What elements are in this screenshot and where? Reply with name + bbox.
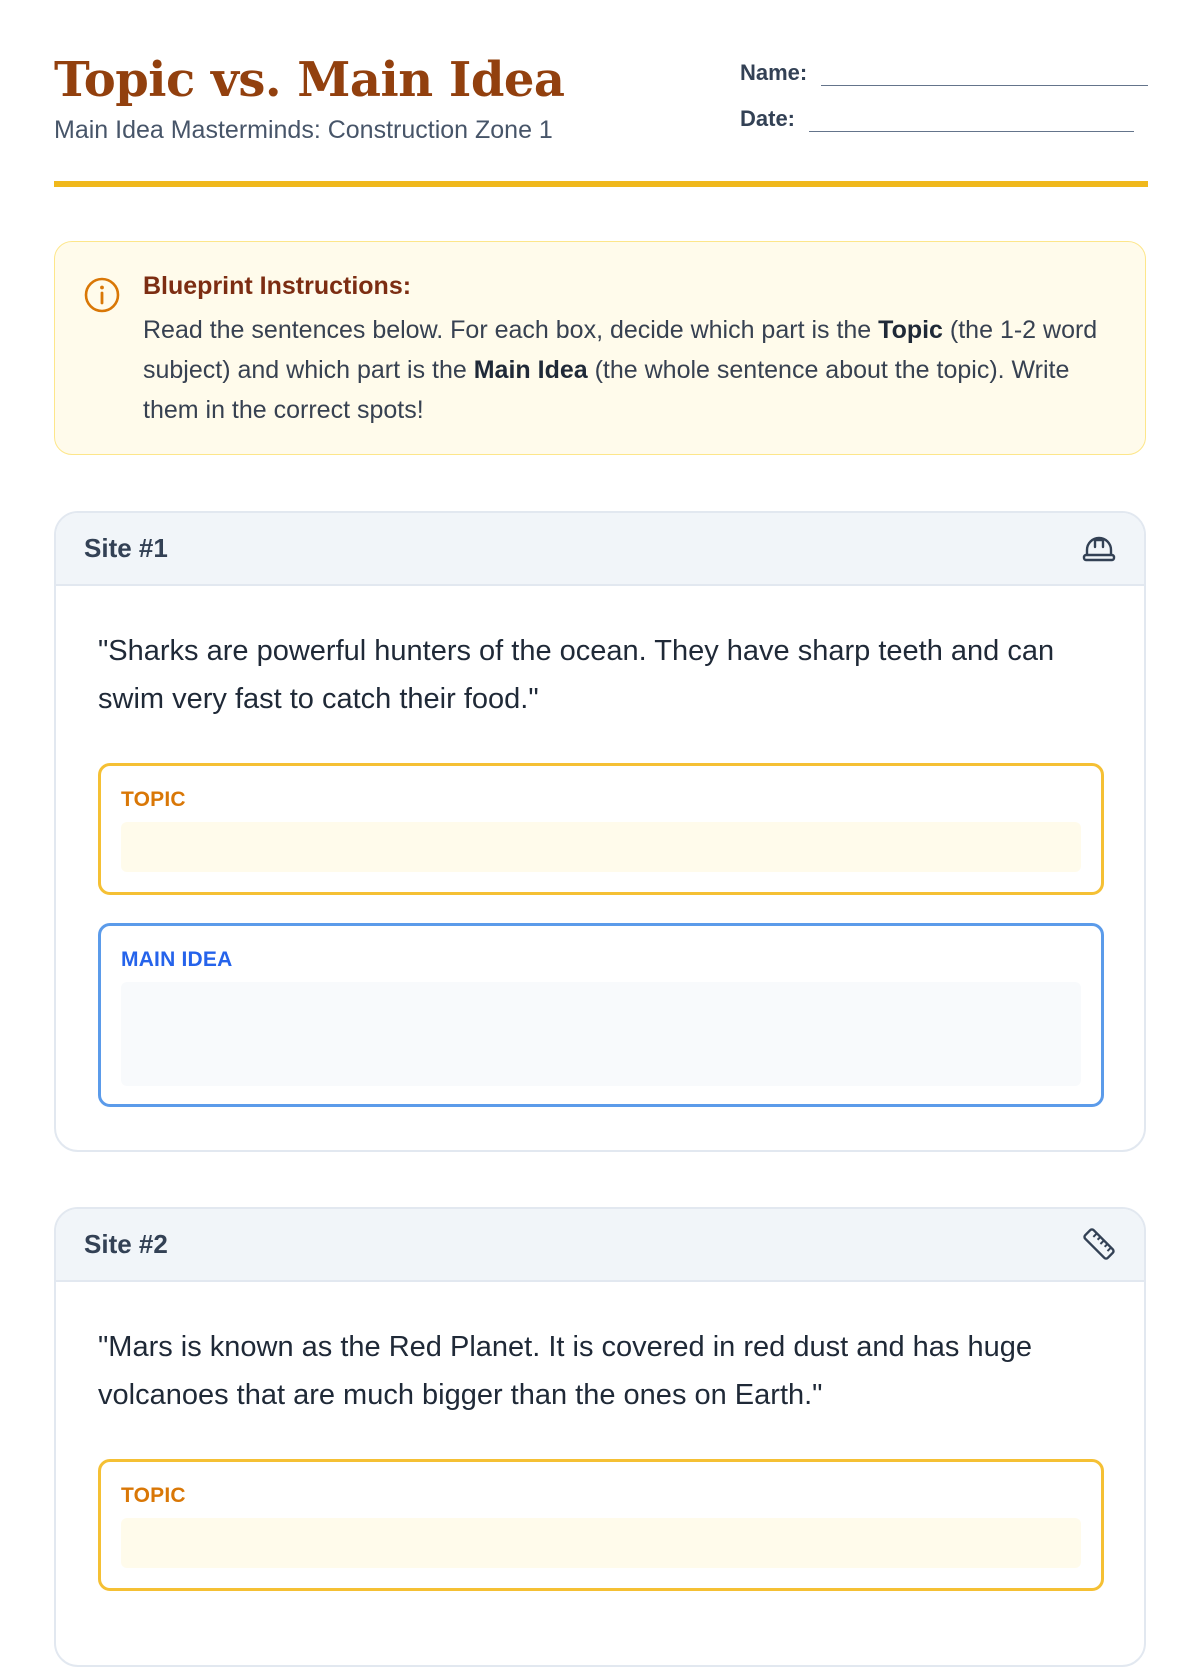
student-fields [740,56,1148,148]
info-icon [83,276,121,314]
site-title: Site #1 [84,533,168,563]
instructions-box [54,241,1146,455]
topic-label: TOPIC [121,788,186,811]
topic-answer-box[interactable] [98,763,1104,895]
topic-keyword: Topic [878,316,943,344]
topic-write-area[interactable] [121,1518,1081,1568]
name-label: Name: [740,60,808,85]
site-card-1 [54,511,1146,1152]
main-idea-answer-box[interactable] [98,923,1104,1107]
main-idea-label: MAIN IDEA [121,948,233,971]
instructions-text-part: (the whole sentence about the topic). Write them in the correct spots! [143,356,1070,424]
site-title: Site #2 [84,1229,168,1259]
page-title: Topic vs. Main Idea [54,52,565,108]
header-divider [54,181,1148,187]
instructions-title: Blueprint Instructions: [143,272,412,300]
site-card-header [56,513,1144,586]
date-label: Date: [740,106,796,131]
instructions-text-part: (the 1-2 word subject) and which part is the [143,316,1098,384]
topic-write-area[interactable] [121,822,1081,872]
name-field[interactable] [740,56,1148,86]
ruler-icon [1080,1225,1118,1263]
name-line[interactable] [821,65,1148,86]
instructions-text-part: Read the sentences below. For each box, decide which part is the [143,316,879,344]
site-passage: "Sharks are powerful hunters of the ocean. They have sharp teeth and can swim very fast to catch their food." [98,635,1055,715]
date-line[interactable] [809,111,1134,132]
topic-label: TOPIC [121,1484,186,1507]
main-idea-write-area[interactable] [121,982,1081,1086]
site-card-header [56,1209,1144,1282]
site-card-2 [54,1207,1146,1667]
topic-answer-box[interactable] [98,1459,1104,1591]
page-subtitle: Main Idea Masterminds: Construction Zone 1 [54,115,553,144]
header [54,52,1148,145]
site-passage: "Mars is known as the Red Planet. It is covered in red dust and has huge volcanoes that are much bigger than the ones on Earth." [98,1331,1032,1411]
date-field[interactable] [740,102,1148,132]
hard-hat-icon [1080,529,1118,567]
main-idea-keyword: Main Idea [473,356,588,384]
instructions-text [143,310,1113,430]
